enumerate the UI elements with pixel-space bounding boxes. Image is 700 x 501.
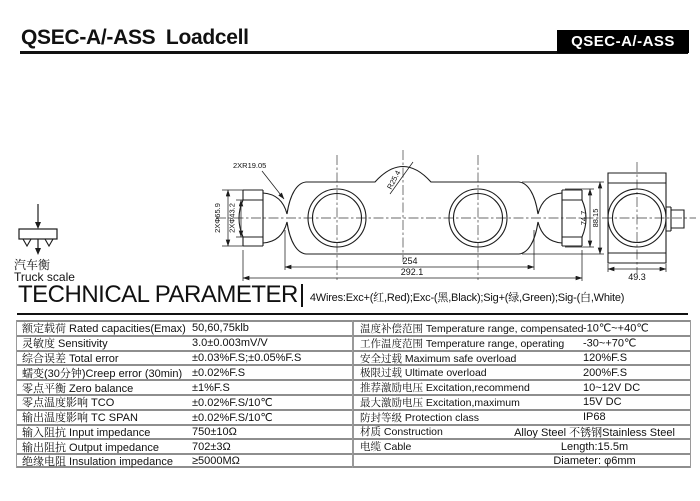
center-lines xyxy=(216,150,696,280)
truck-scale-icon xyxy=(8,200,72,256)
spec-label: 零点温度影响 TCO xyxy=(22,397,115,410)
dim-top-radius: R25.4 xyxy=(385,168,403,191)
spec-value: 10~12V DC xyxy=(583,381,641,394)
table-row xyxy=(17,438,353,453)
table-row xyxy=(17,335,353,350)
dim-overall-height: 88.15 xyxy=(591,208,600,228)
spec-value: 702±3Ω xyxy=(192,440,231,453)
table-row xyxy=(17,364,353,379)
spec-value: 15V DC xyxy=(583,396,622,409)
mounting-holes xyxy=(308,189,507,247)
dim-inner-height: 74.7 xyxy=(579,210,588,226)
dim-radius-ends: 2XR19.05 xyxy=(233,161,267,170)
table-row xyxy=(353,379,690,394)
table-row xyxy=(353,438,690,453)
spec-value: 120%F.S xyxy=(583,351,628,364)
table-row xyxy=(17,394,353,409)
body-outline xyxy=(263,167,562,255)
spec-label: 绝缘电阻 Insulation impedance xyxy=(22,455,174,468)
table-row xyxy=(353,364,690,379)
spec-label: 极限过载 Ultimate overload xyxy=(360,367,487,380)
spec-label: 电缆 Cable xyxy=(360,441,412,454)
spec-label: 工作温度范围 Temperature range, operating xyxy=(360,337,565,350)
table-row xyxy=(353,350,690,365)
spec-value: 750±10Ω xyxy=(192,425,237,438)
spec-label: 最大激励电压 Excitation,maximum xyxy=(360,396,520,409)
table-row xyxy=(17,409,353,424)
table-row xyxy=(353,424,690,439)
spec-label: 安全过载 Maximum safe overload xyxy=(360,352,517,365)
spec-value: ±0.02%F.S xyxy=(192,366,246,379)
spec-label: 输入阻抗 Input impedance xyxy=(22,426,151,439)
dimension-lines xyxy=(213,161,666,282)
table-row xyxy=(353,320,690,335)
table-row xyxy=(17,350,353,365)
spec-label: 零点平衡 Zero balance xyxy=(22,382,134,395)
spec-value: -30~+70℃ xyxy=(583,337,637,350)
application-name-en: Truck scale xyxy=(14,270,75,284)
spec-value: IP68 xyxy=(583,411,606,424)
spec-value: ≥5000MΩ xyxy=(192,454,240,467)
page-title: QSEC-A/-ASS Loadcell xyxy=(21,26,249,49)
table-row xyxy=(17,379,353,394)
spec-value: -10℃~+40℃ xyxy=(583,322,649,335)
application-name-zh: 汽车衡 xyxy=(14,258,51,272)
spec-value: 3.0±0.003mV/V xyxy=(192,337,268,350)
spec-value: ±0.02%F.S/10℃ xyxy=(192,411,273,424)
spec-value: ±1%F.S xyxy=(192,381,230,394)
table-row xyxy=(353,394,690,409)
spec-label: 防封等级 Protection class xyxy=(360,411,480,424)
table-row xyxy=(353,335,690,350)
dim-sphere-diameter: 2XΦ43.2 xyxy=(227,203,237,233)
spec-value: ±0.03%F.S;±0.05%F.S xyxy=(192,351,302,364)
section-heading-row xyxy=(18,283,624,307)
spec-label: 推荐激励电压 Excitation,recommend xyxy=(360,382,530,395)
dim-hole-spacing: 254 xyxy=(402,256,418,266)
spec-label: 输出阻抗 Output impedance xyxy=(22,441,159,454)
spec-table-right xyxy=(352,320,691,468)
spec-value: 200%F.S xyxy=(583,366,628,379)
spec-label: 材质 Construction xyxy=(360,426,443,439)
heading-bar xyxy=(301,284,303,307)
spec-label: 综合误差 Total error xyxy=(22,353,119,365)
spec-value: Diameter: φ6mm xyxy=(553,454,636,467)
spec-value: Length:15.5m xyxy=(560,440,629,453)
spec-label: 灵敏度 Sensitivity xyxy=(22,338,108,351)
dim-end-diameter: 2XΦ65.9 xyxy=(213,203,222,233)
model-badge: QSEC-A/-ASS xyxy=(557,30,689,53)
table-row xyxy=(17,453,353,468)
spec-label: 额定载荷 Rated capacities(Emax) xyxy=(22,323,186,336)
wiring-legend: 4Wires:Exc+(红,Red);Exc-(黑,Black);Sig+(绿,Green);Sig-(白,White) xyxy=(309,292,625,304)
table-row xyxy=(17,424,353,439)
spec-label: 输出温度影响 TC SPAN xyxy=(22,412,138,425)
spec-value: ±0.02%F.S/10℃ xyxy=(192,396,273,409)
dim-end-width: 49.3 xyxy=(628,272,646,282)
section-heading: TECHNICAL PARAMETER xyxy=(18,281,298,308)
loadcell-drawing xyxy=(210,128,700,292)
spec-value: Alloy Steel 不锈钢Stainless Steel xyxy=(514,426,675,439)
table-row xyxy=(17,320,353,335)
table-row xyxy=(353,409,690,424)
table-row xyxy=(353,453,690,468)
spec-label: 蠕变(30分钟)Creep error (30min) xyxy=(22,367,183,380)
spec-label: 温度补偿范围 Temperature range, compensated xyxy=(360,322,584,335)
dim-overall-length: 292.1 xyxy=(400,267,424,277)
section-rule xyxy=(17,313,688,315)
spec-value: 50,60,75klb xyxy=(192,322,249,335)
spec-table-left xyxy=(16,320,354,468)
